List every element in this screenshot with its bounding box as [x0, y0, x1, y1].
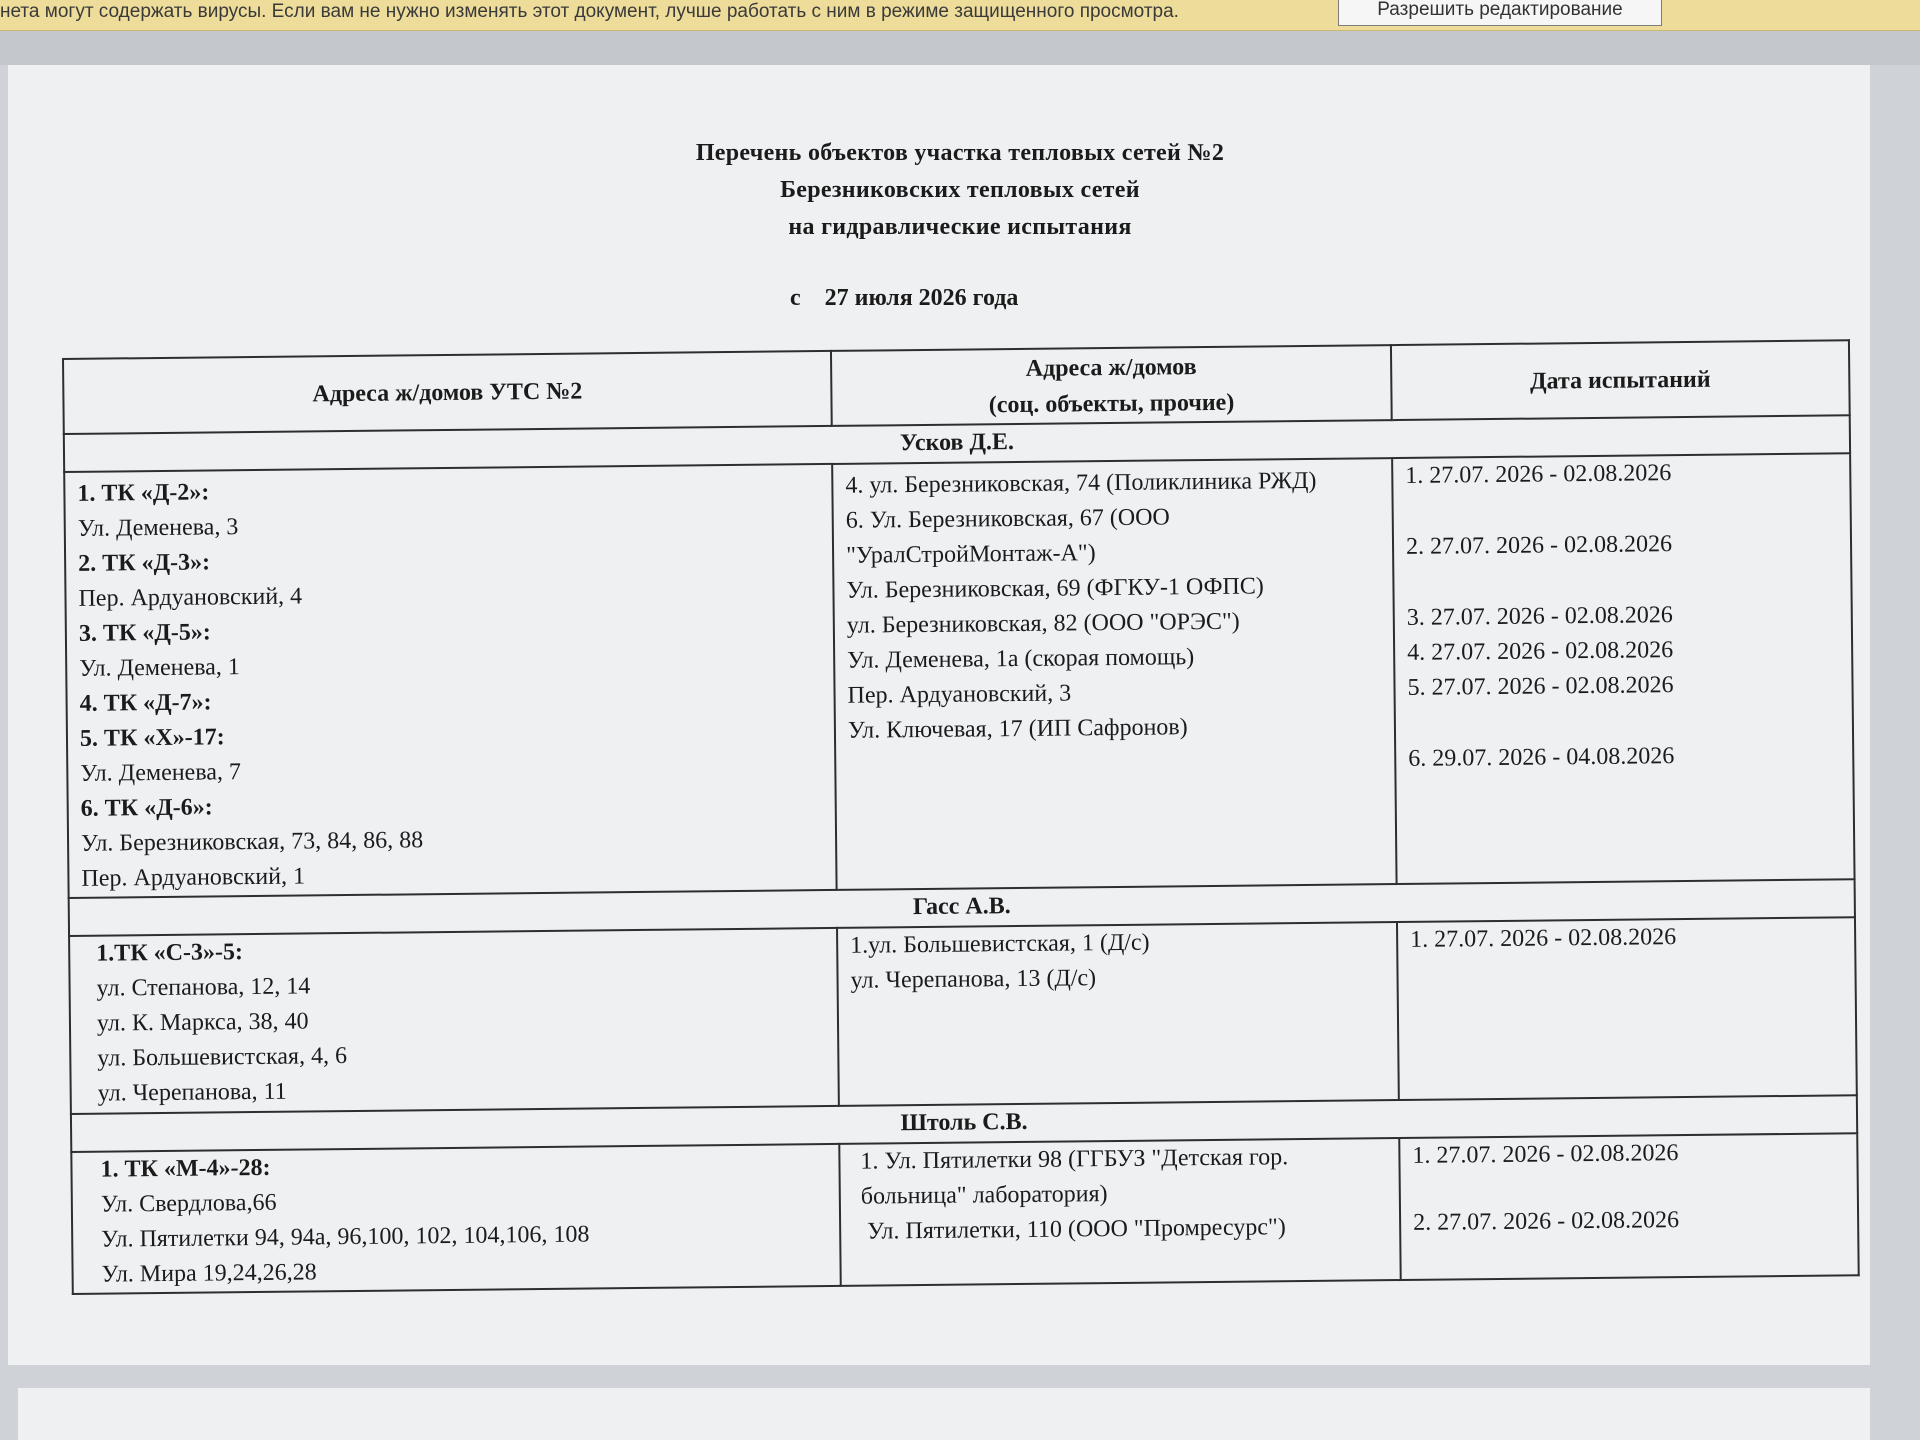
section-name: Штоль С.В.	[71, 1095, 1857, 1152]
doc-date-line	[790, 285, 1018, 312]
header-addresses-social-line-1: Адреса ж/домов	[1025, 353, 1197, 382]
tk-label: 5. ТК «Х»-17:	[79, 724, 225, 752]
social-address-line: Ул. Пятилетки, 110 (ООО "Промресурс")	[867, 1214, 1286, 1245]
table-row	[71, 1133, 1858, 1294]
table-row	[69, 917, 1857, 1114]
doc-title-line-2: Березниковских тепловых сетей	[780, 177, 1140, 203]
date-prefix: с	[790, 285, 801, 311]
social-address-line: 6. Ул. Березниковская, 67 (ООО "УралСтройМонтаж-А")	[845, 504, 1170, 569]
protected-view-bar	[0, 0, 1920, 31]
test-date: 6. 29.07. 2026 - 04.08.2026	[1408, 743, 1675, 772]
social-address-line: Пер. Ардуановский, 3	[847, 680, 1072, 709]
social-addresses-cell	[832, 458, 1396, 890]
next-document-page	[18, 1388, 1870, 1440]
enable-editing-button[interactable]: Разрешить редактирование	[1338, 0, 1662, 26]
date-spacer	[1405, 489, 1837, 530]
test-date: 2. 27.07. 2026 - 02.08.2026	[1405, 531, 1673, 560]
header-addresses-social-line-2: (соц. объекты, прочие)	[988, 389, 1235, 418]
social-address-line: 1.ул. Большевистская, 1 (Д/с)	[850, 929, 1150, 959]
address-line: ул. Степанова, 12, 14	[96, 973, 311, 1002]
doc-title-line-1: Перечень объектов участка тепловых сетей №2	[695, 140, 1225, 166]
tk-label: 1. ТК «Д-2»:	[77, 479, 210, 507]
date-spacer	[1406, 560, 1838, 601]
address-line: Ул. Деменева, 7	[80, 759, 242, 787]
social-address-line: ул. Березниковская, 82 (ООО "ОРЭС")	[846, 608, 1240, 639]
tk-label: 1.ТК «С-3»-5:	[96, 939, 244, 967]
table-row	[64, 453, 1854, 898]
address-line: Пер. Ардуановский, 4	[78, 583, 303, 612]
tk-label-text: 2. ТК «Д-3»:	[78, 549, 211, 577]
uts-addresses-cell	[64, 464, 836, 898]
tk-label: 3. ТК «Д-5»:	[78, 619, 211, 647]
address-line: ул. К. Маркса, 38, 40	[96, 1008, 309, 1037]
test-date: 3. 27.07. 2026 - 02.08.2026	[1406, 602, 1673, 631]
objects-table	[62, 339, 1860, 1295]
test-dates-cell	[1397, 917, 1857, 1100]
protected-view-message: нета могут содержать вирусы. Если вам не нужно изменять этот документ, лучше работать с ним в режиме защищенного просмотра.	[0, 1, 1179, 22]
doc-title-line-3: на гидравлические испытания	[788, 214, 1132, 240]
section-name: Гасс А.В.	[69, 879, 1855, 936]
address-line: Ул. Свердлова,66	[100, 1189, 277, 1218]
date-spacer	[1408, 701, 1840, 742]
test-dates-cell	[1392, 453, 1854, 884]
uts-addresses-cell	[69, 928, 839, 1114]
social-address-line: ул. Черепанова, 13 (Д/с)	[850, 965, 1097, 994]
address-line: Ул. Деменева, 3	[77, 514, 239, 542]
test-date: 1. 27.07. 2026 - 02.08.2026	[1410, 924, 1677, 953]
address-line: ул. Черепанова, 11	[97, 1078, 287, 1107]
social-address-line: 1. Ул. Пятилетки 98 (ГГБУЗ "Детская гор. больница" лаборатория)	[860, 1144, 1289, 1210]
address-line: Ул. Пятилетки 94, 94а, 96,100, 102, 104,106, 108	[101, 1221, 590, 1253]
test-dates-cell	[1399, 1133, 1858, 1280]
header-test-dates: Дата испытаний	[1391, 340, 1850, 420]
tk-label: 4. ТК «Д-7»:	[79, 689, 212, 717]
header-addresses-social	[831, 345, 1392, 426]
social-address-line: Ул. Деменева, 1а (скорая помощь)	[847, 644, 1195, 674]
test-date: 4. 27.07. 2026 - 02.08.2026	[1407, 637, 1674, 666]
address-line: ул. Большевистская, 4, 6	[97, 1043, 348, 1072]
tk-label: 1. ТК «М-4»-28:	[100, 1154, 271, 1183]
social-address-line: 4. ул. Березниковская, 74 (Поликлиника РЖД)	[845, 467, 1317, 499]
address-line: Ул. Деменева, 1	[79, 654, 240, 682]
date-text: 27 июля 2026 года	[824, 285, 1019, 311]
social-address-line: Ул. Березниковская, 69 (ФГКУ-1 ОФПС)	[846, 573, 1264, 604]
header-addresses-uts: Адреса ж/домов УТС №2	[63, 351, 832, 434]
test-date: 1. 27.07. 2026 - 02.08.2026	[1405, 460, 1672, 489]
social-address-line: Ул. Ключевая, 17 (ИП Сафронов)	[847, 714, 1188, 744]
address-line: Ул. Мира 19,24,26,28	[101, 1259, 317, 1288]
test-date: 2. 27.07. 2026 - 02.08.2026	[1412, 1207, 1680, 1236]
tk-label: 6. ТК «Д-6»:	[80, 794, 213, 822]
social-addresses-cell	[837, 922, 1399, 1106]
social-addresses-cell	[839, 1138, 1400, 1286]
section-name: Усков Д.Е.	[64, 415, 1850, 472]
uts-addresses-cell	[71, 1144, 840, 1294]
test-date: 5. 27.07. 2026 - 02.08.2026	[1407, 672, 1674, 701]
ruler-strip	[0, 31, 1920, 65]
address-line: Пер. Ардуановский, 1	[81, 863, 306, 892]
address-line: Ул. Березниковская, 73, 84, 86, 88	[80, 827, 424, 857]
test-date: 1. 27.07. 2026 - 02.08.2026	[1412, 1140, 1679, 1169]
date-spacer	[1413, 1169, 1845, 1206]
